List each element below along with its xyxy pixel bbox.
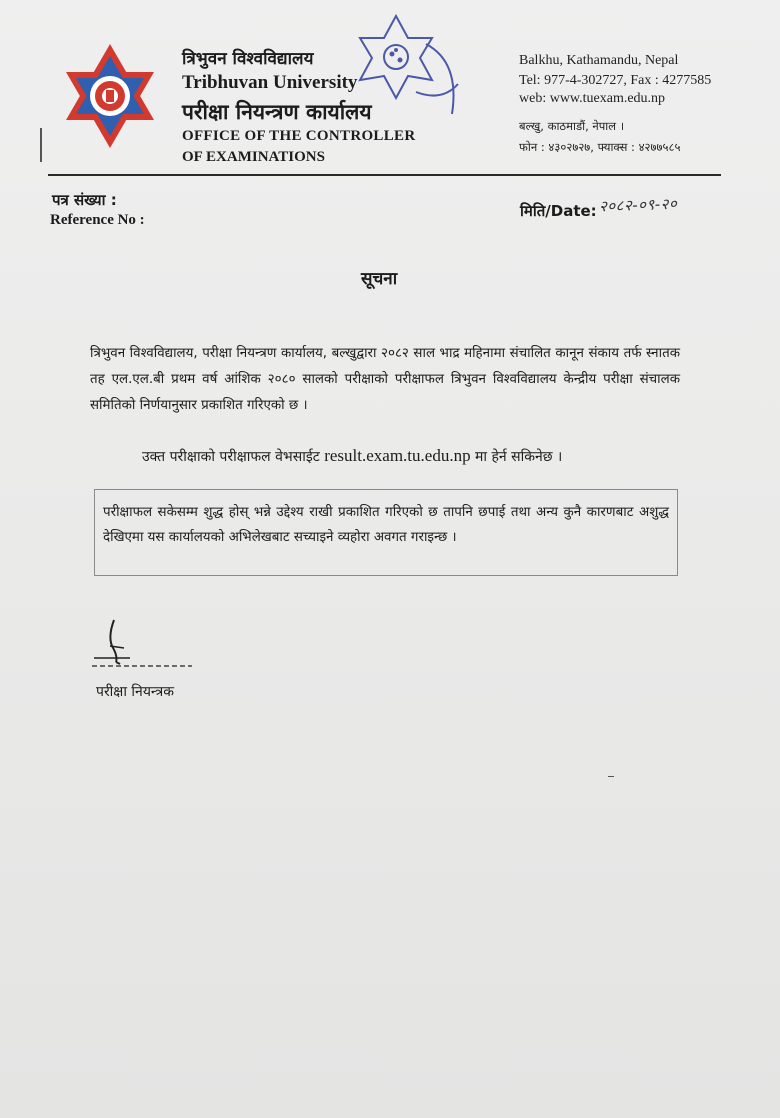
address-nepali: बल्खु, काठमाडौं, नेपाल । [519,119,625,133]
phone-fax-nepali: फोन : ४३०२७२७, फ्याक्स : ४२७७५८५ [519,140,681,154]
disclaimer-box [94,489,678,576]
date-label: मिति/Date: [520,202,597,220]
university-logo-icon [62,40,158,152]
website-english: web: www.tuexam.edu.np [519,91,666,106]
notice-paragraph-1: त्रिभुवन विश्वविद्यालय, परीक्षा नियन्त्रण कार्यालय, बल्खुद्वारा २०८२ साल भाद्र महिनामा संचालित कानून संकाय तर्फ स्नातक तह एल.एल.बी प्रथम वर्ष आंशिक २०८० सालको परीक्षाको परीक्षाफल त्रिभुवन विश्वविद्यालय केन्द्रीय परीक्षा संचालक समितिको निर्णयानुसार प्रकाशित गरिएको छ । [90,346,680,413]
notice-title: सूचना [361,269,398,289]
reference-label-nepali: पत्र संख्या : [52,191,117,209]
notice-paragraph-2 [142,446,562,466]
address-english: Balkhu, Kathamandu, Nepal [519,53,679,68]
signature-icon [90,612,200,672]
phone-fax-english: Tel: 977-4-302727, Fax : 4277585 [519,73,712,88]
university-name-nepali: त्रिभुवन विश्वविद्यालय [182,49,314,69]
stray-mark [608,776,614,777]
university-name-english: Tribhuvan University [182,72,358,93]
office-name-english-line1: OFFICE OF THE CONTROLLER [182,128,416,144]
office-name-english-line2: OF EXAMINATIONS [182,149,325,165]
signatory-title: परीक्षा नियन्त्रक [96,684,174,700]
date-value: २०८२-०९-२० [598,194,678,216]
margin-mark [40,128,42,162]
header-divider [48,174,721,176]
paragraph-2-before-text: उक्त परीक्षाको परीक्षाफल वेभसाईट [142,449,320,465]
paragraph-2-after-text: मा हेर्न सकिनेछ । [475,449,563,465]
official-stamp-icon [356,14,476,134]
disclaimer-text: परीक्षाफल सकेसम्म शुद्ध होस् भन्ने उद्देश्य राखी प्रकाशित गरिएको छ तापनि छपाई तथा अन्य कुनै कारणबाट अशुद्ध देखिएमा यस कार्यालयको अभिलेखबाट सच्याइने व्यहोरा अवगत गराइन्छ । [103,505,669,545]
office-name-nepali: परीक्षा नियन्त्रण कार्यालय [182,100,372,124]
result-website-url: result.exam.tu.edu.np [324,446,471,465]
reference-label-english: Reference No : [50,212,145,228]
